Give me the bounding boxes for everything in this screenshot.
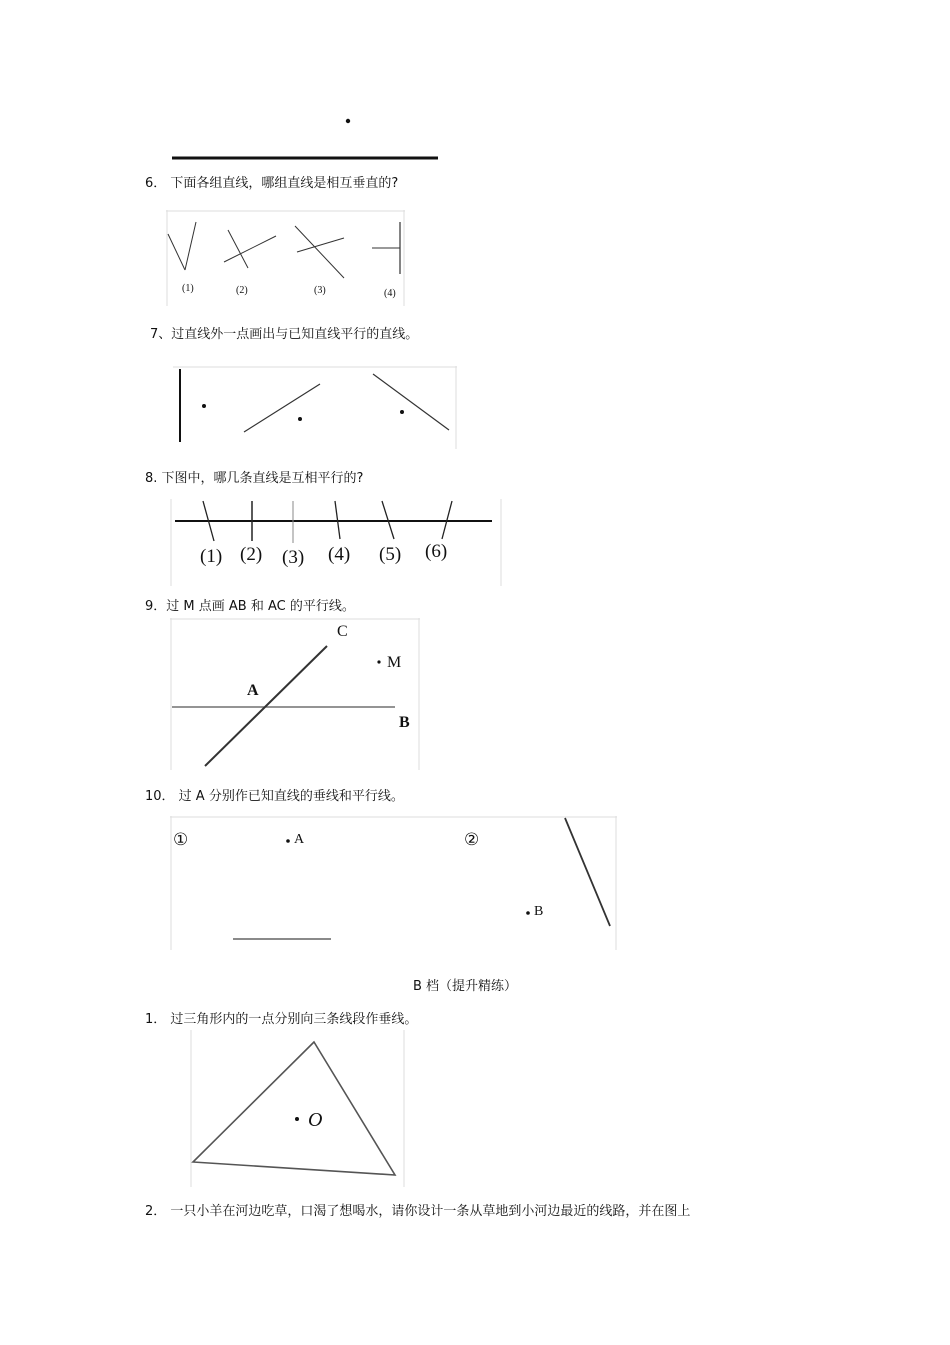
point-b: [526, 911, 530, 915]
figure-7-svg: [173, 366, 458, 450]
figure-8-label-3: (3): [282, 547, 305, 568]
slanted-line-down: [373, 374, 449, 430]
point-a: [286, 839, 290, 843]
label-circled-2: ②: [464, 830, 480, 849]
figure-10: [170, 816, 618, 951]
question-9: 9．过 M 点画 AB 和 AC 的平行线。: [145, 599, 355, 614]
point-m: [377, 660, 380, 663]
line-pair-1: [185, 222, 196, 270]
figure-8-label-5: (5): [379, 544, 402, 565]
top-figure: [170, 110, 442, 162]
label-a: A: [247, 682, 259, 699]
label-circled-1: ①: [173, 830, 189, 849]
point-2: [298, 417, 302, 421]
top-figure-svg: [170, 110, 442, 162]
label-c: C: [337, 623, 348, 640]
line-pair-2: [224, 236, 276, 262]
line-ac: [205, 646, 327, 766]
figure-b1: [190, 1030, 406, 1188]
line-pair-2: [228, 230, 248, 268]
point-3: [400, 410, 404, 414]
question-10: 10． 过 A 分别作已知直线的垂线和平行线。: [145, 789, 404, 804]
figure-6-svg: [166, 210, 406, 307]
given-line-2: [565, 818, 610, 926]
point-1: [202, 404, 206, 408]
figure-8-label-1: (1): [200, 546, 223, 567]
figure-6-label-4: (4): [384, 288, 396, 299]
label-o: O: [308, 1109, 323, 1131]
triangle: [193, 1042, 395, 1175]
label-b: B: [534, 904, 544, 919]
figure-8: [170, 499, 503, 587]
question-6: 6． 下面各组直线，哪组直线是相互垂直的?: [145, 176, 399, 191]
figure-8-label-6: (6): [425, 541, 448, 562]
figure-8-label-2: (2): [240, 544, 263, 565]
question-b2: 2． 一只小羊在河边吃草，口渴了想喝水，请你设计一条从草地到小河边最近的线路，并在图上: [145, 1204, 691, 1219]
given-point: [346, 119, 350, 123]
label-b: B: [399, 714, 410, 731]
figure-b1-svg: [190, 1030, 406, 1188]
question-b1: 1． 过三角形内的一点分别向三条线段作垂线。: [145, 1012, 418, 1027]
question-8: 8. 下图中，哪几条直线是互相平行的?: [145, 471, 364, 486]
figure-7: [173, 366, 458, 450]
figure-6-label-3: (3): [314, 285, 326, 296]
figure-6-label-2: (2): [236, 285, 248, 296]
figure-9-svg: [170, 618, 421, 771]
section-b-heading: B 档（提升精练）: [413, 979, 518, 994]
line-pair-3: [297, 238, 344, 252]
figure-10-svg: [170, 816, 618, 951]
figure-6-label-1: (1): [182, 283, 194, 294]
slanted-line-up: [244, 384, 320, 432]
label-a: A: [294, 832, 305, 847]
line-pair-1: [168, 234, 185, 270]
question-7: 7、过直线外一点画出与已知直线平行的直线。: [150, 327, 419, 342]
figure-9: [170, 618, 421, 771]
figure-6: [166, 210, 406, 307]
point-o: [295, 1117, 299, 1121]
figure-8-label-4: (4): [328, 544, 351, 565]
label-m: M: [387, 654, 402, 671]
figure-8-svg: [170, 499, 503, 587]
line-pair-3: [295, 226, 344, 278]
